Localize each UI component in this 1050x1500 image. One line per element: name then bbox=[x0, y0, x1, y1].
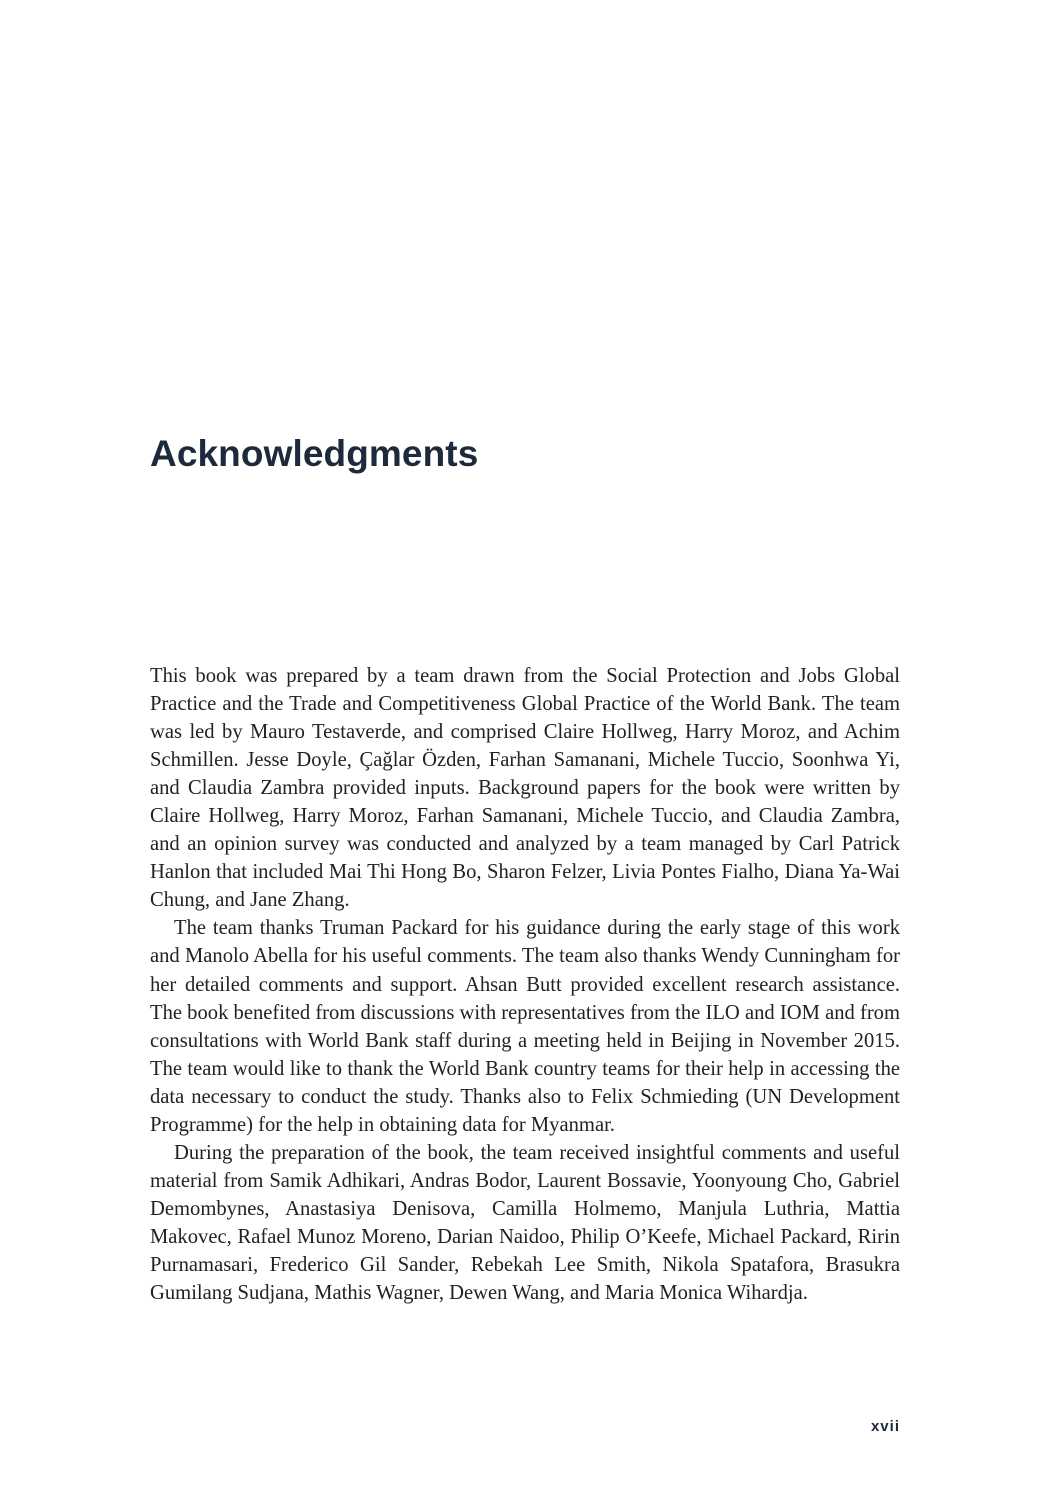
page-title: Acknowledgments bbox=[150, 433, 479, 474]
acknowledgments-body bbox=[150, 662, 900, 1307]
paragraph-team: This book was prepared by a team drawn from the Social Protection and Jobs Global Practice and the Trade and Competitiveness Global Practice of the World Bank. The team was led by Mauro Testaverde, and comprised Claire Hollweg, Harry Moroz, and Achim Schmillen. Jesse Doyle, Çağlar Özden, Farhan Samanani, Michele Tuccio, Soonhwa Yi, and Claudia Zambra provided inputs. Background papers for the book were written by Claire Hollweg, Harry Moroz, Farhan Samanani, Michele Tuccio, and Claudia Zambra, and an opinion survey was conducted and analyzed by a team managed by Carl Patrick Hanlon that included Mai Thi Hong Bo, Sharon Felzer, Livia Pontes Fialho, Diana Ya-Wai Chung, and Jane Zhang. bbox=[150, 665, 900, 912]
paragraph-thanks: The team thanks Truman Packard for his guidance during the early stage of this work and Manolo Abella for his useful comments. The team also thanks Wendy Cunningham for her detailed comments and support. Ahsan Butt provided excellent research assistance. The book benefited from discussions with representatives from the ILO and IOM and from consultations with World Bank staff during a meeting held in Beijing in November 2015. The team would like to thank the World Bank country teams for their help in accessing the data necessary to conduct the study. Thanks also to Felix Schmieding (UN Development Programme) for the help in obtaining data for Myanmar. bbox=[150, 917, 900, 1136]
paragraph-contributors: During the preparation of the book, the team received insightful comments and useful material from Samik Adhikari, Andras Bodor, Laurent Bossavie, Yoonyoung Cho, Gabriel Demombynes, Anastasiya Denisova, Camilla Holmemo, Manjula Luthria, Mattia Makovec, Rafael Munoz Moreno, Darian Naidoo, Philip O’Keefe, Michael Packard, Ririn Purnamasari, Frederico Gil Sander, Rebekah Lee Smith, Nikola Spatafora, Brasukra Gumilang Sudjana, Mathis Wagner, Dewen Wang, and Maria Monica Wihardja. bbox=[150, 1141, 900, 1305]
page-number: xvii bbox=[870, 1418, 900, 1435]
